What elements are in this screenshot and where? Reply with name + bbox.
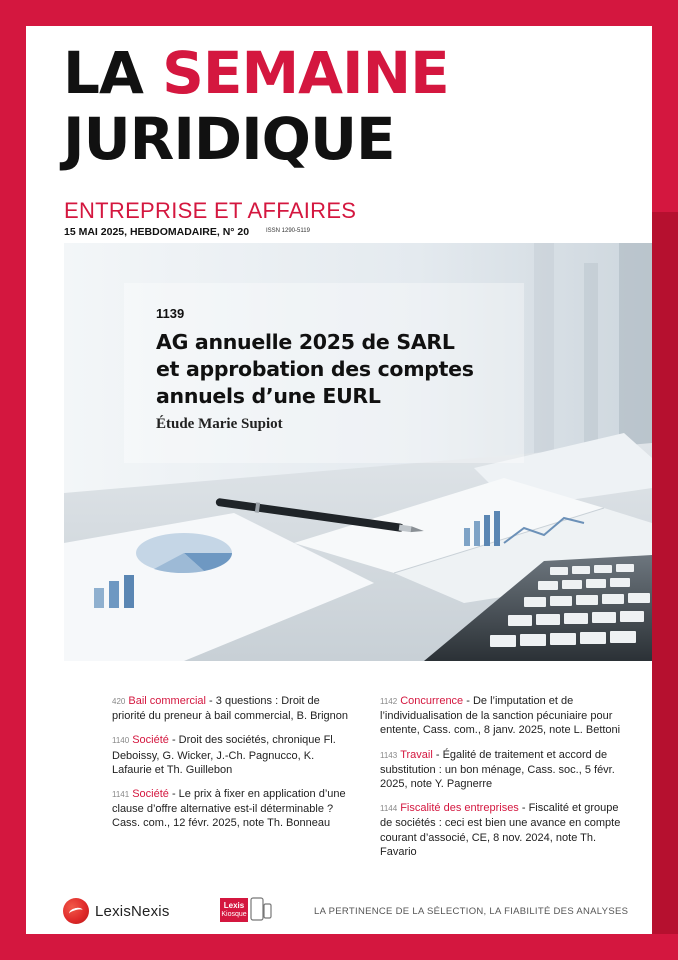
contents-left-column [112,694,352,841]
contents-item [112,787,352,831]
feature-title-line1: AG annuelle 2025 de SARL [156,330,455,354]
kiosque-badge-bottom: Kiosque [221,911,247,918]
feature-article [156,306,474,433]
lexis-kiosque-badge [220,898,248,922]
issn: ISSN 1290-5119 [266,228,310,234]
masthead-line2: JURIDIQUE [63,105,395,173]
masthead-word-la: LA [63,39,143,107]
item-subject: Travail [400,748,433,761]
tablet-phone-icon [250,896,272,922]
item-number: 420 [112,697,126,706]
item-subject: Société [132,734,169,747]
masthead [63,40,449,172]
feature-title-line3: annuels d’une EURL [156,384,381,408]
contents-item [380,801,630,859]
masthead-line1 [63,40,449,106]
feature-title-line2: et approbation des comptes [156,357,474,381]
item-text: - De l’imputation et de l’individualisation de la sanction pécuniaire pour entente, Cass. com., 8 janv. 2025, note L. Bettoni [380,695,621,737]
frame-left [0,0,26,960]
contents-item [112,733,352,777]
feature-title [156,329,474,410]
item-number: 1140 [112,736,130,746]
contents-item [112,694,352,723]
item-text: - Le prix à fixer en application d’une clause d’offre alternative est-il déterminable ? Cass. com., 12 févr. 2025, note Th. Bonneau [112,788,346,830]
contents-right-column [380,694,630,869]
masthead-word-semaine: SEMAINE [162,39,449,107]
item-text: - Fiscalité et groupe de sociétés : ceci est bien une avance en compte courant d’associé, CE, 8 nov. 2024, note Th. Favario [380,802,621,858]
contents-item [380,748,630,792]
feature-author: Étude Marie Supiot [156,416,283,432]
item-number: 1143 [380,750,398,760]
item-subject: Fiscalité des entreprises [400,802,519,815]
kiosque-badge-top: Lexis [223,901,245,910]
item-subject: Concurrence [400,695,464,707]
frame-bottom [0,934,678,960]
lexisnexis-logo-icon [63,898,89,924]
item-subject: Société [132,788,169,801]
feature-number: 1139 [156,306,185,321]
issue-dateline: 15 MAI 2025, HEBDOMADAIRE, N° 20 [64,226,250,238]
item-subject: Bail commercial [128,695,206,707]
footer-tagline: LA PERTINENCE DE LA SÉLECTION, LA FIABILITÉ DES ANALYSES [314,906,629,917]
item-text: - Droit des sociétés, chronique Fl. Deboissy, G. Wicker, J.-Ch. Pagnucco, K. Lafaurie et Th. Guillebon [112,734,336,776]
item-number: 1144 [380,804,398,814]
lexisnexis-logo [63,898,170,924]
frame-top [0,0,678,26]
right-accent-stripe [652,212,678,934]
item-number: 1142 [380,697,398,706]
lexisnexis-logo-text: LexisNexis [95,902,170,920]
item-text: - Égalité de traitement et accord de substitution : un bon ménage, Cass. soc., 5 févr. 2025, note Y. Pagnerre [380,748,615,791]
item-text: - 3 questions : Droit de priorité du preneur à bail commercial, B. Brignon [112,695,349,723]
journal-subtitle: ENTREPRISE ET AFFAIRES [64,198,357,223]
item-number: 1141 [112,790,130,800]
contents-item [380,694,630,738]
